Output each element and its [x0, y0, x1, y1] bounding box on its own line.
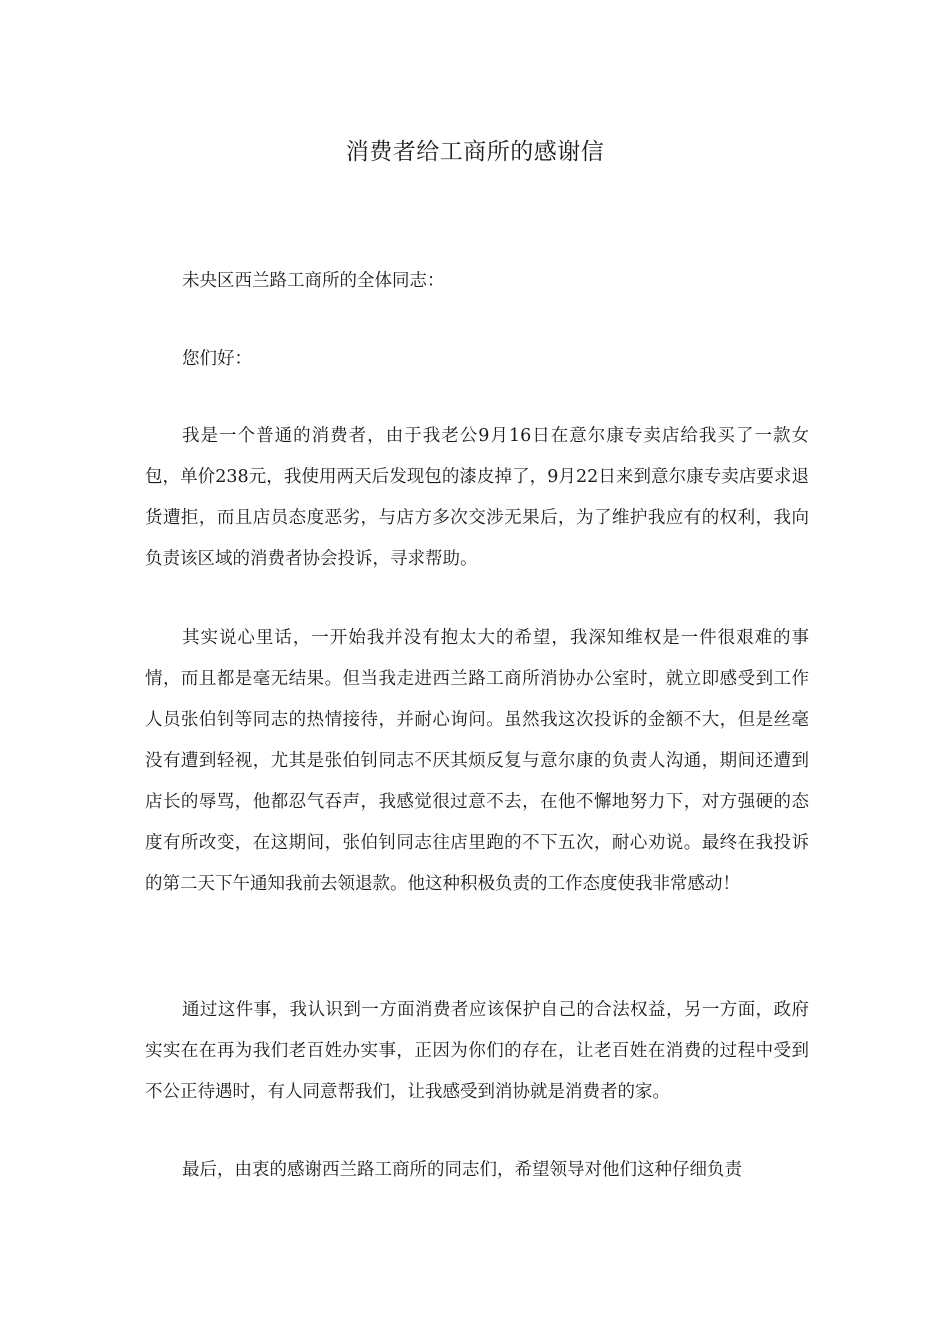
- salutation: 未央区西兰路工商所的全体同志：: [182, 271, 445, 291]
- greeting: 您们好：: [182, 349, 252, 369]
- paragraph-gratitude-story: 其实说心里话，一开始我并没有抱太大的希望，我深知维权是一件很艰难的事情，而且都是毫无结果。但当我走进西兰路工商所消协办公室时，就立即感受到工作人员张伯钊等同志的热情接待，并耐心询问。虽然我这次投诉的金额不大，但是丝毫没有遭到轻视，尤其是张伯钊同志不厌其烦反复与意尔康的负责人沟通，期间还遭到店长的辱骂，他都忍气吞声，我感觉很过意不去，在他不懈地努力下，对方强硬的态度有所改变，在这期间，张伯钊同志往店里跑的不下五次，耐心劝说。最终在我投诉的第二天下午通知我前去领退款。他这种积极负责的工作态度使我非常感动！: [145, 628, 809, 894]
- paragraph-reflection: 通过这件事，我认识到一方面消费者应该保护自己的合法权益，另一方面，政府实实在在再为我们老百姓办实事，正因为你们的存在，让老百姓在消费的过程中受到不公正待遇时，有人同意帮我们，让我感受到消协就是消费者的家。: [145, 1000, 809, 1102]
- document-title: 消费者给工商所的感谢信: [345, 139, 605, 165]
- paragraph-complaint: 我是一个普通的消费者，由于我老公9月16日在意尔康专卖店给我买了一款女包，单价238元，我使用两天后发现包的漆皮掉了，9月22日来到意尔康专卖店要求退货遭拒，而且店员态度恶劣，与店方多次交涉无果后，为了维护我应有的权利，我向负责该区域的消费者协会投诉，寻求帮助。: [145, 426, 809, 569]
- paragraph-closing: 最后，由衷的感谢西兰路工商所的同志们，希望领导对他们这种仔细负责: [182, 1160, 742, 1180]
